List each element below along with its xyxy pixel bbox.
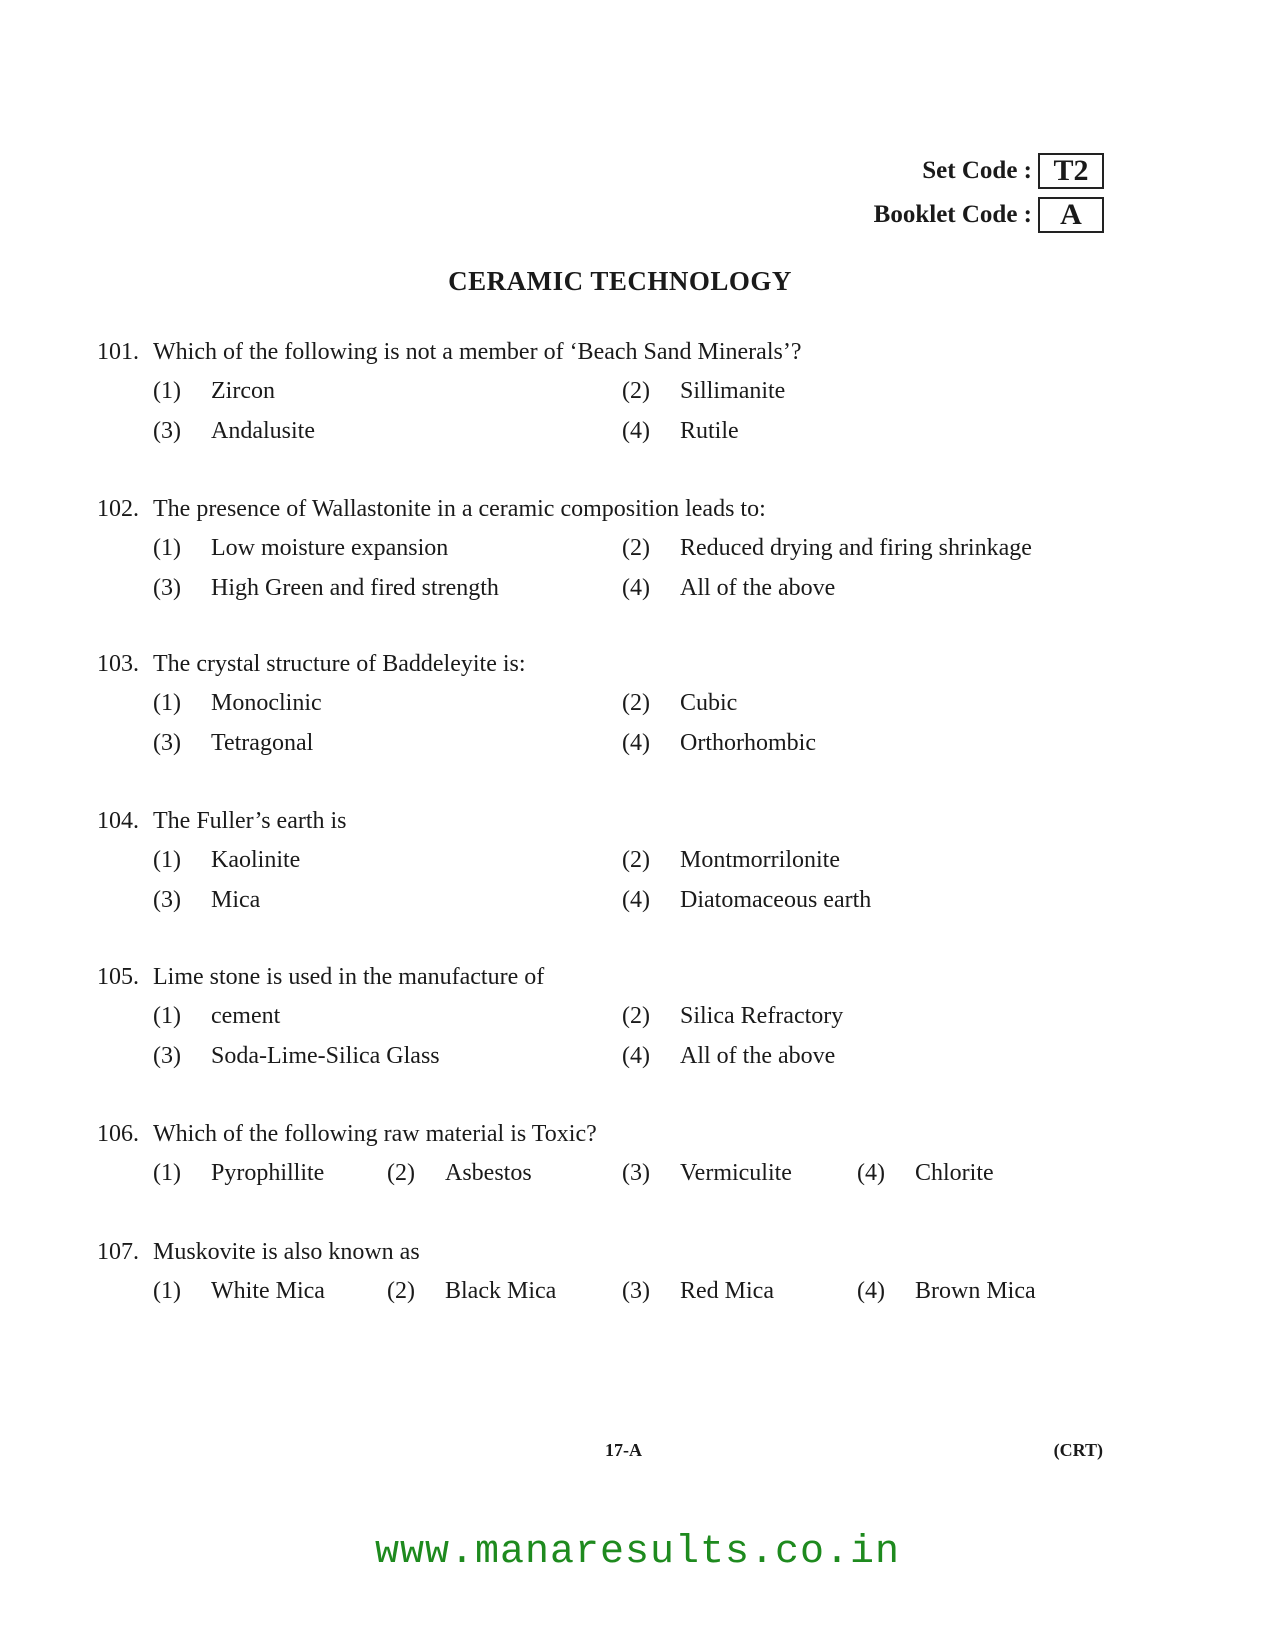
option-1 xyxy=(153,528,448,568)
option-text: Asbestos xyxy=(445,1160,532,1186)
option-3 xyxy=(153,723,313,763)
option-number: (2) xyxy=(622,1003,650,1029)
option-text: Reduced drying and firing shrinkage xyxy=(680,535,1032,561)
option-4 xyxy=(622,568,835,608)
question-text: Lime stone is used in the manufacture of xyxy=(153,964,545,990)
option-text: Silica Refractory xyxy=(680,1003,844,1029)
option-1 xyxy=(153,683,322,723)
option-number: (4) xyxy=(622,575,650,601)
question-text: Which of the following raw material is Toxic? xyxy=(153,1121,597,1147)
question-stem xyxy=(97,1233,1157,1271)
option-number: (1) xyxy=(153,535,181,561)
option-text: Brown Mica xyxy=(915,1278,1036,1304)
option-text: Low moisture expansion xyxy=(211,535,449,561)
question-number: 103. xyxy=(97,651,139,677)
question-106 xyxy=(97,1115,1157,1193)
option-number: (1) xyxy=(153,847,181,873)
option-number: (2) xyxy=(622,690,650,716)
option-1 xyxy=(153,1153,324,1193)
option-3 xyxy=(153,1036,440,1076)
option-text: Orthorhombic xyxy=(680,730,816,756)
option-2 xyxy=(622,683,737,723)
option-1 xyxy=(153,840,300,880)
question-stem xyxy=(97,1115,1157,1153)
booklet-code-label: Booklet Code : xyxy=(873,201,1032,228)
option-4 xyxy=(857,1271,1036,1311)
option-number: (4) xyxy=(622,730,650,756)
option-3 xyxy=(153,880,260,920)
option-number: (2) xyxy=(387,1160,415,1186)
option-text: Vermiculite xyxy=(680,1160,792,1186)
question-number: 104. xyxy=(97,808,139,834)
option-number: (4) xyxy=(622,418,650,444)
option-text: Red Mica xyxy=(680,1278,774,1304)
option-number: (3) xyxy=(153,730,181,756)
option-row xyxy=(97,528,1157,568)
option-3 xyxy=(622,1153,792,1193)
option-2 xyxy=(622,996,843,1036)
option-3 xyxy=(622,1271,774,1311)
option-number: (2) xyxy=(622,378,650,404)
option-number: (2) xyxy=(622,535,650,561)
option-number: (3) xyxy=(153,1043,181,1069)
option-number: (3) xyxy=(153,887,181,913)
option-text: Kaolinite xyxy=(211,847,301,873)
set-code-box: T2 xyxy=(1038,153,1104,189)
question-stem xyxy=(97,645,1157,683)
question-number: 107. xyxy=(97,1239,139,1265)
option-text: High Green and fired strength xyxy=(211,575,499,601)
option-number: (3) xyxy=(622,1278,650,1304)
option-text: Cubic xyxy=(680,690,738,716)
option-text: All of the above xyxy=(680,1043,836,1069)
question-text: The crystal structure of Baddeleyite is: xyxy=(153,651,526,677)
option-text: cement xyxy=(211,1003,281,1029)
option-text: Tetragonal xyxy=(211,730,314,756)
question-number: 106. xyxy=(97,1121,139,1147)
option-row xyxy=(97,411,1157,451)
option-1 xyxy=(153,371,275,411)
option-number: (3) xyxy=(153,418,181,444)
question-103 xyxy=(97,645,1157,763)
option-3 xyxy=(153,411,315,451)
option-4 xyxy=(622,1036,835,1076)
question-104 xyxy=(97,802,1157,920)
question-107 xyxy=(97,1233,1157,1311)
option-row xyxy=(97,683,1157,723)
option-row xyxy=(97,996,1157,1036)
option-text: White Mica xyxy=(211,1278,325,1304)
option-row xyxy=(97,840,1157,880)
code-block xyxy=(874,152,1104,240)
question-text: The presence of Wallastonite in a ceramic composition leads to: xyxy=(153,496,766,522)
option-4 xyxy=(622,411,739,451)
option-number: (1) xyxy=(153,1160,181,1186)
option-2 xyxy=(387,1153,532,1193)
option-number: (4) xyxy=(622,887,650,913)
option-number: (3) xyxy=(622,1160,650,1186)
option-number: (4) xyxy=(622,1043,650,1069)
option-text: Andalusite xyxy=(211,418,315,444)
option-2 xyxy=(622,528,1032,568)
question-102 xyxy=(97,490,1157,608)
page-title: CERAMIC TECHNOLOGY xyxy=(448,266,792,296)
option-row xyxy=(97,880,1157,920)
option-2 xyxy=(387,1271,556,1311)
option-text: Pyrophillite xyxy=(211,1160,325,1186)
question-stem xyxy=(97,490,1157,528)
option-number: (1) xyxy=(153,378,181,404)
option-number: (1) xyxy=(153,1278,181,1304)
option-text: Zircon xyxy=(211,378,275,404)
option-row xyxy=(97,568,1157,608)
option-2 xyxy=(622,840,840,880)
option-4 xyxy=(857,1153,994,1193)
option-number: (4) xyxy=(857,1160,885,1186)
subject-code: (CRT) xyxy=(1053,1440,1103,1460)
question-text: Which of the following is not a member of ‘Beach Sand Minerals’? xyxy=(153,339,802,365)
set-code-label: Set Code : xyxy=(922,157,1032,184)
question-number: 105. xyxy=(97,964,139,990)
option-row xyxy=(97,1153,1157,1193)
option-text: Chlorite xyxy=(915,1160,994,1186)
option-number: (2) xyxy=(622,847,650,873)
option-text: Black Mica xyxy=(445,1278,557,1304)
question-number: 101. xyxy=(97,339,139,365)
page-number: 17-A xyxy=(605,1440,642,1460)
option-1 xyxy=(153,1271,325,1311)
option-number: (4) xyxy=(857,1278,885,1304)
question-text: Muskovite is also known as xyxy=(153,1239,420,1265)
question-stem xyxy=(97,333,1157,371)
booklet-code-box: A xyxy=(1038,197,1104,233)
question-101 xyxy=(97,333,1157,451)
option-2 xyxy=(622,371,785,411)
option-number: (2) xyxy=(387,1278,415,1304)
option-text: All of the above xyxy=(680,575,836,601)
watermark-link[interactable]: www.manaresults.co.in xyxy=(374,1530,901,1575)
option-row xyxy=(97,371,1157,411)
option-4 xyxy=(622,880,871,920)
option-1 xyxy=(153,996,280,1036)
booklet-code-row xyxy=(874,196,1104,234)
option-number: (1) xyxy=(153,690,181,716)
question-stem xyxy=(97,802,1157,840)
option-4 xyxy=(622,723,816,763)
option-text: Diatomaceous earth xyxy=(680,887,872,913)
option-number: (3) xyxy=(153,575,181,601)
question-text: The Fuller’s earth is xyxy=(153,808,347,834)
option-text: Rutile xyxy=(680,418,739,444)
option-text: Mica xyxy=(211,887,261,913)
option-text: Monoclinic xyxy=(211,690,322,716)
option-3 xyxy=(153,568,499,608)
question-105 xyxy=(97,958,1157,1076)
question-stem xyxy=(97,958,1157,996)
option-text: Soda-Lime-Silica Glass xyxy=(211,1043,440,1069)
question-number: 102. xyxy=(97,496,139,522)
option-row xyxy=(97,723,1157,763)
option-text: Montmorrilonite xyxy=(680,847,840,873)
option-number: (1) xyxy=(153,1003,181,1029)
option-row xyxy=(97,1036,1157,1076)
option-row xyxy=(97,1271,1157,1311)
set-code-row xyxy=(874,152,1104,190)
option-text: Sillimanite xyxy=(680,378,786,404)
